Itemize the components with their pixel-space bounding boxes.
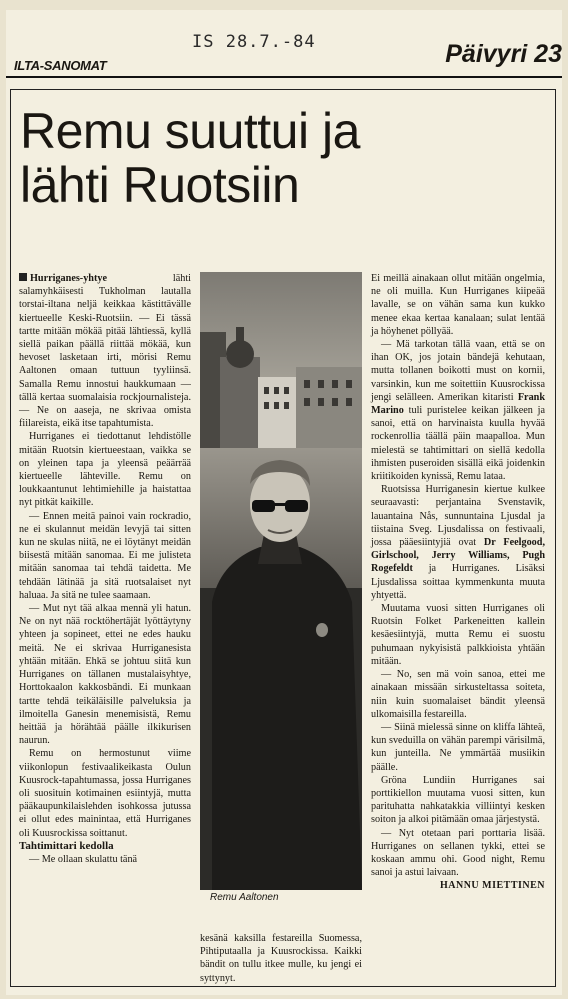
byline: HANNU MIETTINEN [439, 880, 545, 892]
lead-paragraph [19, 272, 191, 430]
paragraph-text: Ruotsissa Hurriganesin kiertue kulkee seuraavasti: perjantaina Svenstavik, lauantaina Nås, sunnuntaina Ljusdal ja tiistaina Sveg. Ljusdalissa on festivaali, jossa pääesiintyjiä ovat [371, 484, 545, 549]
paragraph: kesänä kaksilla festareilla Suomessa, Pihtiputaalla ja Kuusrockissa. Kaikki bändit on tullu itkee mulle, ku jengi ei syttynyt. [200, 933, 362, 984]
photo-illustration [200, 272, 362, 890]
masthead: ILTA-SANOMAT [14, 58, 107, 73]
paragraph: — Siinä mielessä sinne on kliffa lähteä, kun sveduilla on vähän parempi värisilmä, kun junteilla. Ne ymmärtää musiikin päälle. [371, 721, 545, 773]
paragraph-text: ja Hurriganes. Lisäksi Ljusdalissa soittaa kymmenkunta muuta yhtyettä. [371, 563, 545, 601]
paragraph: — Me ollaan skulattu tänä [29, 853, 138, 865]
headline [20, 104, 360, 212]
paragraph [371, 338, 545, 483]
paragraph [371, 483, 545, 602]
photo-caption: Remu Aaltonen [210, 892, 279, 903]
paragraph: Remu on hermostunut viime viikonlopun festivaalikeikasta Oulun Kuusrock-tapahtumassa, jossa Hurriganes oli suosituin kotimainen esiintyjä, mutta pääkaupunkilaislehden isohkossa jutussa ei ollut edes mainintaa, että Hurriganes oli Kuusrockissa soittanut. [19, 748, 191, 839]
paragraph: Hurriganes ei tiedottanut lehdistölle mitään Ruotsin kiertueestaan, vaikka se on yleinen tapa ja yleensä peäärrää kiertueelle lähteville. Remu on loukkaantunut lehtimiehille ja haistattaa nyt pitkät kaikille. [19, 431, 191, 509]
handwritten-date-note: IS 28.7.-84 [192, 32, 316, 52]
paragraph-text: — Mä tarkotan tällä vaan, että se on ihan OK, jos jotain bändejä kehutaan, mutta tollanen boikotti must on kornii, varsinkin, kun me soitettiin Kuusrockissa jengi selälleen. Amerikan kitaristi [371, 339, 545, 403]
article-column-1 [19, 272, 191, 866]
bullet-square-icon [19, 273, 27, 281]
paragraph: Gröna Lundiin Hurriganes sai porttikiellon muutama vuosi sitten, kun parituhatta nahkatakkia villiintyi kesken soiton ja alkoi pitämään omaa järjestystä. [371, 774, 545, 826]
page-label: Päivyri 23 [445, 40, 562, 68]
article-column-2 [200, 932, 362, 985]
portrait-photo [200, 272, 362, 890]
paragraph: Muutama vuosi sitten Hurriganes oli Ruotsin Folket Parkeneitten kallein kesäesiintyjä, mutta Remu ei suostu puhumaan nykyisistä palkkioista yhtään mitään. [371, 603, 545, 667]
subheading: Tahtimittari kedolla [19, 839, 114, 852]
paragraph-bold: Frank Marino [371, 391, 545, 417]
lead-bold: Hurriganes-yhtye [30, 273, 107, 284]
paragraph: — Ennen meitä painoi vain rockradio, ne ei skulannut meidän levyjä tai sitten kun ne skulas niitä, ne ei löytänyt meidän biisestä mitään sanomaa. Ei me julisteta mitään sanomaa tai tehdä taidetta. Me tehdään lätinää ja sitä ruotsalaiset nyt haluaa. Ja sitä ne tulee saamaan. [19, 510, 191, 601]
masthead-rule [6, 76, 562, 78]
paragraph: — Mut nyt tää alkaa mennä yli hatun. Ne on nyt nää rocktöhertäjät lyöttäytyny yhteen ja sopineet, ettei ne edes hauku meitä. Ne ei skrivaa Hurriganesista yhtään mitään. Ehkä se johtuu siitä kun Hurriganes on tällanen mustalaisyhtye, Horttokaalon kakkosbändi. Ei munkaan tartte tehdä teikäläisille palveluksia ja ilmoitella Ganesin menemisistä, Remu heittää ja hörähtää päälle ilkikurisen naurun. [19, 603, 191, 747]
lead-text: lähti salamyhkäisesti Tukholman lautalla torstai-iltana neljä keikkaa kästittävälle kiertueelle Keski-Ruotsiin. — Ei tässä tartte mitään mökää pitää lähtiessä, kyllä siellä paikan päällä riittää mökää, kun hevoset lasketaan irti, mörisi Remu Aaltonen omaan tuttuun tyyliinsä. Samalla Remu innostui haukkumaan — tällä kertaa suomalaisia rockjournalisteja. — Ne on aaseja, ne skrivaa omista fiilareista, eikä itse tapahtumista. [19, 273, 191, 430]
paragraph: — No, sen mä voin sanoa, ettei me ainakaan missään sirkusteltassa soiteta, niin kuin suomalaiset bändit yleensä ulkomaisilla festareilla. [371, 669, 545, 720]
headline-line-1: Remu suuttui ja [20, 103, 360, 159]
paragraph-text: tuli puristelee keikan jälkeen ja sanoi, että on harvinaista kuulla hyvää rockenrollia täällä päin maapalloa. Mun mielestä se tahtimittari on siellä kedolla ihmisten puseroiden sisällä eikä joidenkin kriitikoiden kynissä, Remu lataa. [371, 405, 545, 483]
paragraph-bold: Dr Feelgood, Girlschool, Jerry Williams, Pugh Rogefeldt [371, 537, 545, 575]
headline-line-2: lähti Ruotsiin [20, 157, 300, 213]
paragraph: — Nyt otetaan pari porttaria lisää. Hurriganes on sellanen tykki, ettei se koskaan ammu ohi. Good night, Remu sanoi ja astui laivaan. [371, 827, 545, 879]
article-column-3 [371, 272, 545, 893]
paragraph: Ei meillä ainakaan ollut mitään ongelmia, ne oli muilla. Kun Hurriganes kiipeää lavalle, se on vähän sama kun kukko menee ekaa kertaa kanalaan; sulat lentää ja höyhenet pöllyää. [371, 273, 545, 337]
